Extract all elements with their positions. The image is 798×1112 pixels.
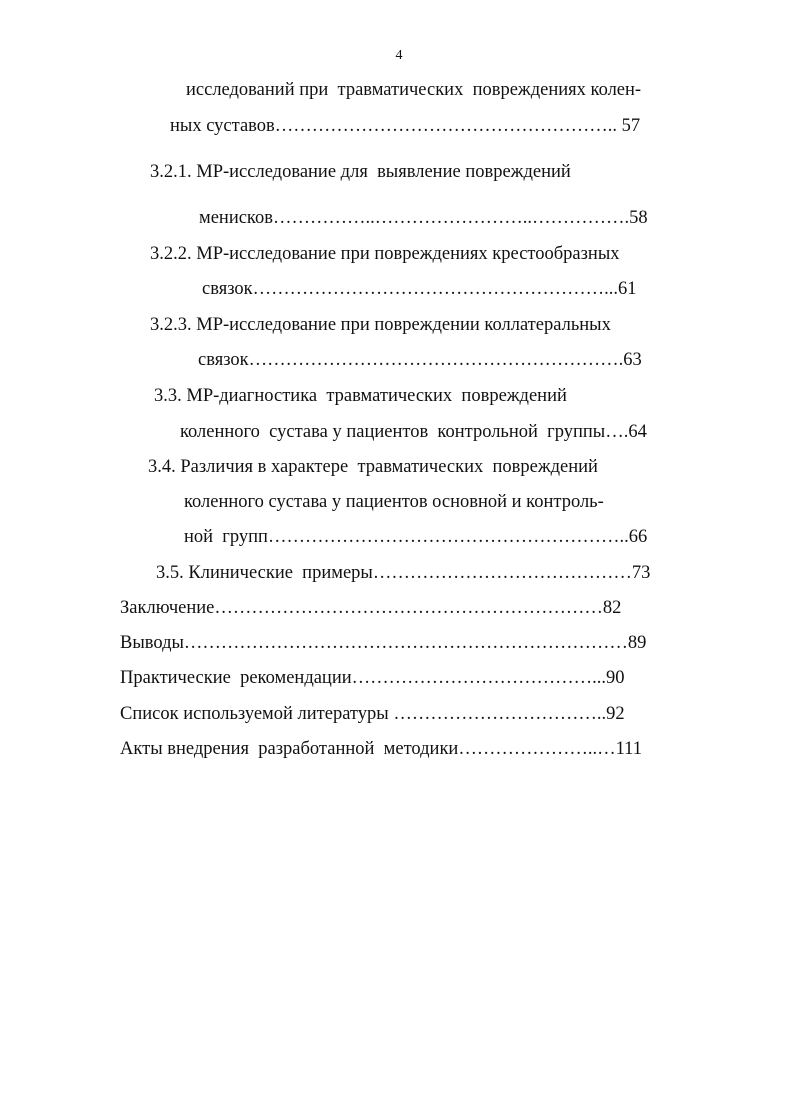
toc-line: коленного сустава у пациентов основной и контроль- [184,492,604,512]
toc-line: ных суставов……………………………………………….. 57 [170,116,641,136]
toc-line: 3.2.2. МР-исследование при повреждениях крестообразных [150,244,620,264]
toc-line: 3.2.1. МР-исследование для выявление повреждений [150,162,571,182]
toc-line: Выводы………………………………………………………………89 [120,633,647,653]
toc-line: Список используемой литературы ……………………………..92 [120,704,625,724]
toc-line: коленного сустава у пациентов контрольной группы….64 [180,422,647,442]
toc-line: исследований при травматических повреждениях колен- [186,80,642,100]
toc-line: 3.4. Различия в характере травматических повреждений [148,457,598,477]
toc-line: 3.3. МР-диагностика травматических повреждений [154,386,567,406]
toc-line: менисков……………..……………………..…………….58 [199,208,648,228]
toc-line: Акты внедрения разработанной методики…………………..…111 [120,739,642,759]
toc-line: 3.5. Клинические примеры……………………………………73 [156,563,651,583]
toc-line: Практические рекомендации…………………………………...90 [120,668,625,688]
toc-line: Заключение………………………………………………………82 [120,598,622,618]
toc-line: 3.2.3. МР-исследование при повреждении коллатеральных [150,315,611,335]
toc-line: ной групп…………………………………………………..66 [184,527,648,547]
toc-line: связок…………………………………………………...61 [202,279,637,299]
toc-line: связок…………………………………………………….63 [198,350,642,370]
page-number: 4 [395,48,403,63]
